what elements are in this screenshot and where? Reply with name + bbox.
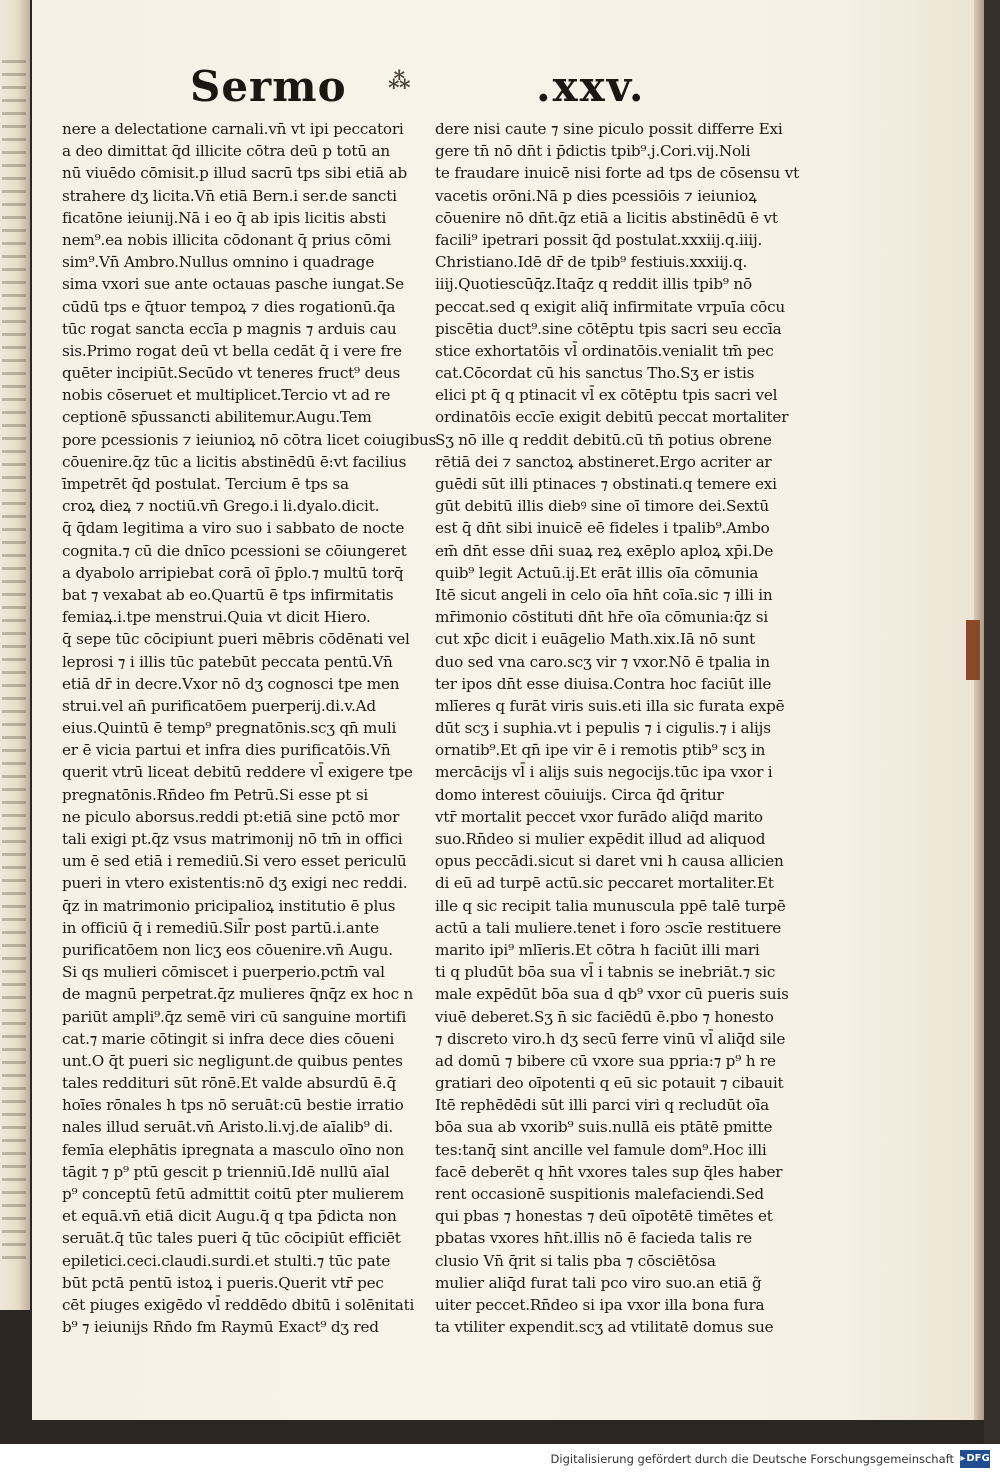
page-fore-edge — [974, 0, 984, 1420]
text-line: ⁊ discreto viro.h dʒ secū ferre vinū vl̄ aliq̄d sile — [435, 1029, 786, 1048]
text-line: tūc rogat sancta eccīa p magnis ⁊ arduis cau — [62, 319, 397, 338]
text-line: tali exigi pt.q̄z vsus matrimonij nō tm̄ in offici — [62, 830, 403, 848]
text-line: est q̄ dn̄t sibi inuicē eē fideles i tpalib⁹.Ambo — [435, 519, 770, 538]
text-line: pbatas vxores hn̄t.illis nō ē facieda talis re — [435, 1229, 752, 1248]
right-text-column — [435, 118, 800, 1338]
text-line: guēdi sūt illi ptinaces ⁊ obstinati.q temere exi — [435, 475, 777, 493]
text-line: ter ipos dn̄t esse diuisa.Contra hoc faciūt ille — [435, 674, 772, 693]
text-line: facē deberēt q hn̄t vxores tales sup q̄les haber — [435, 1162, 783, 1181]
text-line: pueri in vtero existentis:nō dʒ exigi nec reddi. — [62, 874, 408, 893]
text-line: nere a delectatione carnali.vn̄ vt ipi peccatori — [62, 120, 404, 138]
text-line: marito ipi⁹ mlīeris.Et cōtra h faciūt illi mari — [435, 940, 760, 959]
text-line: unt.O q̄t pueri sic negligunt.de quibus pentes — [62, 1051, 403, 1070]
text-line: īmpetrēt q̄d postulat. Tercium ē tps sa — [62, 475, 349, 493]
text-line: in officiū q̄ i remediū.Sil̄r post partū.i.ante — [62, 918, 379, 937]
text-line: seruāt.q̄ tūc tales pueri q̄ tūc cōcipiūt efficiēt — [62, 1229, 401, 1248]
running-header-title: Sermo — [190, 62, 347, 111]
text-line: ad domū ⁊ bibere cū vxore sua ppria:⁊ p⁹ h re — [435, 1051, 776, 1070]
text-line: facili⁹ ipetrari possit q̄d postulat.xxxiij.q.iiij. — [435, 230, 763, 249]
text-line: viuē deberet.Sʒ n̄ sic faciēdū ē.pbo ⁊ honesto — [435, 1007, 774, 1026]
text-line: piscētia duct⁹.sine cōtēptu tpis sacri seu eccīa — [435, 319, 782, 338]
text-line: q̄z in matrimonio pricipalioꝝ institutio ē plus — [62, 896, 396, 915]
text-line: de magnū perpetrat.q̄z mulieres q̄nq̄z ex hoc n — [62, 985, 414, 1004]
text-line: pregnatōnis.Rn̄deo fm Petrū.Si esse pt si — [62, 785, 369, 804]
text-line: iiij.Quotiescūq̄z.Itaq̄z q reddit illis tpib⁹ nō — [435, 275, 752, 294]
text-line: cut xp̄c dicit i euāgelio Math.xix.Iā nō sunt — [435, 630, 756, 649]
text-line: sis.Primo rogat deū vt bella cedāt q̄ i vere fre — [62, 341, 402, 360]
text-line: querit vtrū liceat debitū reddere vl̄ exigere tpe — [62, 763, 413, 782]
book-binding-edge — [984, 0, 1000, 1444]
text-line: cognita.⁊ cū die dnīco pcessioni se cōiungeret — [62, 541, 407, 560]
text-line: cōuenire.q̄z tūc a licitis abstinēdū ē:vt facilius — [62, 452, 407, 471]
text-line: q̄ q̄dam legitima a viro suo i sabbato de nocte — [62, 519, 405, 538]
text-line: et equā.vn̄ etiā dicit Augu.q̄ q tpa p̄dicta non — [62, 1207, 397, 1226]
text-line: ta vtiliter expendit.scʒ ad vtilitatē domus sue — [435, 1318, 774, 1337]
previous-page-edge — [0, 0, 30, 1310]
text-line: rētiā dei ⁊ sanctoꝝ abstineret.Ergo acriter ar — [435, 452, 772, 471]
text-line: ficatōne ieiunij.Nā i eo q̄ ab ipis licitis absti — [62, 208, 387, 227]
text-line: mercācijs vl̄ i alijs suis negocijs.tūc ipa vxor i — [435, 763, 773, 782]
text-line: mlīeres q furāt viris suis.eti illa sic furata expē — [435, 696, 785, 715]
text-line: gratiari deo oīpotenti q eū sic potauit ⁊ cibauit — [435, 1074, 784, 1093]
text-line: purificatōem non licʒ eos cōuenire.vn̄ Augu. — [62, 940, 393, 959]
text-line: qui pbas ⁊ honestas ⁊ deū oīpotētē timētes et — [435, 1207, 773, 1226]
text-line: ille q sic recipit talia munuscula ppē talē turpē — [435, 896, 786, 915]
text-line: male expēdūt bōa sua d qb⁹ vxor cū pueris suis — [435, 985, 789, 1004]
text-line: q̄ sepe tūc cōcipiunt pueri mēbris cōdēnati vel — [62, 630, 410, 649]
ornament-icon: ⁂ — [388, 68, 411, 94]
text-line: strahere dʒ licita.Vn̄ etiā Bern.i ser.de sancti — [62, 186, 397, 205]
text-line: te fraudare inuicē nisi forte ad tps de cōsensu vt — [435, 164, 800, 183]
text-line: opus peccādi.sicut si daret vni h causa allicien — [435, 852, 784, 871]
text-line: pariūt ampli⁹.q̄z semē viri cū sanguine mortifi — [62, 1007, 407, 1026]
dfg-logo: ▸ DFG — [960, 1450, 990, 1468]
text-line: actū a tali muliere.tenet i foro ɔscīe restituere — [435, 918, 782, 937]
footer-credit: Digitalisierung gefördert durch die Deutsche Forschungsgemeinschaft — [550, 1452, 954, 1466]
text-line: p⁹ conceptū fetū admittit coitū pter mulierem — [62, 1185, 405, 1203]
text-line: quib⁹ legit Actuū.ij.Et erāt illis oīa cōmunia — [435, 563, 759, 582]
running-header-number: .xxv. — [536, 62, 646, 111]
text-line: būt pctā pentū istoꝝ i pueris.Querit vtr̄ pec — [62, 1273, 384, 1292]
text-line: hoīes rōnales h tps nō seruāt:cū bestie irratio — [62, 1096, 404, 1115]
text-line: femiaꝝ.i.tpe menstrui.Quia vt dicit Hiero. — [62, 608, 371, 627]
text-line: tāgit ⁊ p⁹ ptū gescit p trienniū.Idē nullū aīal — [62, 1162, 390, 1181]
text-line: clusio Vn̄ q̄rit si talis pba ⁊ cōsciētōsa — [435, 1251, 716, 1270]
text-line: Itē rephēdēdi sūt illi parci viri q recludūt oīa — [435, 1096, 769, 1115]
text-line: ceptionē sp̄ussancti abilitemur.Augu.Tem — [62, 408, 372, 427]
text-line: a dyabolo arripiebat corā oī p̄plo.⁊ multū torq̄ — [62, 563, 404, 582]
page-tab-marker — [966, 620, 980, 680]
text-line: sim⁹.Vn̄ Ambro.Nullus omnino i quadrage — [62, 253, 375, 272]
text-line: nū viuēdo cōmisit.p illud sacrū tps sibi etiā ab — [62, 164, 407, 183]
text-line: Sʒ nō ille q reddit debitū.cū tn̄ potius obrene — [435, 430, 772, 449]
text-line: rent occasionē suspitionis malefaciendi.Sed — [435, 1185, 764, 1203]
text-line: femīa elephātis ipregnata a masculo oīno non — [62, 1140, 405, 1159]
text-line: Itē sicut angeli in celo oīa hn̄t coīa.sic ⁊ illi in — [435, 585, 773, 604]
text-line: a deo dimittat q̄d illicite cōtra deū p totū an — [62, 142, 390, 161]
text-line: duo sed vna caro.scʒ vir ⁊ vxor.Nō ē tpalia in — [435, 652, 770, 671]
text-line: vtr̄ mortalit peccet vxor furādo aliq̄d marito — [435, 807, 763, 826]
text-line: uiter peccet.Rn̄deo si ipa vxor illa bona fura — [435, 1295, 765, 1314]
text-line: bōa sua ab vxorib⁹ suis.nullā eis ptātē pmitte — [435, 1118, 773, 1137]
text-line: cat.⁊ marie cōtingit si infra dece dies cōueni — [62, 1029, 395, 1048]
previous-page-text-bleed — [2, 60, 26, 1260]
text-line: cat.Cōcordat cū his sanctus Tho.Sʒ er istis — [435, 364, 755, 383]
text-line: sima vxori sue ante octauas pasche iungat.Se — [62, 275, 404, 294]
text-line: peccat.sed q exigit aliq̄ infirmitate vrpuīa cōcu — [435, 297, 785, 316]
text-line: dūt scʒ i suphia.vt i pepulis ⁊ i cigulis.⁊ i alijs — [435, 719, 771, 738]
text-line: di eū ad turpē actū.sic peccaret mortaliter.Et — [435, 874, 774, 893]
text-line: Christiano.Idē dr̄ de tpib⁹ festiuis.xxxiij.q. — [435, 253, 748, 272]
text-line: ti q pludūt bōa sua vl̄ i tabnis se inebriāt.⁊ sic — [435, 963, 776, 982]
text-line: eius.Quintū ē temp⁹ pregnatōnis.scʒ qn̄ muli — [62, 719, 397, 738]
text-line: nem⁹.ea nobis illicita cōdonant q̄ prius cōmi — [62, 230, 391, 249]
text-line: etiā dr̄ in decre.Vxor nō dʒ cognosci tpe men — [62, 674, 400, 693]
text-line: quēter incipiūt.Secūdo vt teneres fruct⁹ deus — [62, 364, 401, 383]
text-line: dere nisi caute ⁊ sine piculo possit differre Exi — [435, 120, 783, 138]
text-line: gere tn̄ nō dn̄t i p̄dictis tpib⁹.j.Cori.vij.Noli — [435, 142, 751, 161]
text-line: vacetis orōni.Nā p dies pcessiōis ⁊ ieiunioꝝ — [435, 186, 757, 205]
text-line: cēt piuges exigēdo vl̄ reddēdo dbitū i solēnitati — [62, 1295, 415, 1314]
text-line: cōuenire nō dn̄t.q̄z etiā a licitis abstinēdū ē vt — [435, 208, 778, 227]
footer-bar — [0, 1444, 1000, 1478]
text-line: epiletici.ceci.claudi.surdi.et stulti.⁊ tūc pate — [62, 1251, 391, 1270]
text-line: pore pcessionis ⁊ ieiunioꝝ nō cōtra licet coiugibus — [62, 430, 437, 449]
text-line: croꝝ dieꝝ ⁊ noctiū.vn̄ Grego.i li.dyalo.dicit. — [62, 497, 380, 516]
text-line: stice exhortatōis vl̄ ordinatōis.venialit tm̄ pec — [435, 341, 774, 360]
text-line: cūdū tps e q̄tuor tempoꝝ ⁊ dies rogationū.q̄a — [62, 297, 396, 316]
text-line: Si qs mulieri cōmiscet i puerperio.pctm̄ val — [62, 963, 385, 982]
text-line: nales illud seruāt.vn̄ Aristo.li.vj.de aīalib⁹ di. — [62, 1118, 394, 1137]
text-line: er ē vicia partui et infra dies purificatōis.Vn̄ — [62, 741, 391, 760]
text-line: tales reddituri sūt rōnē.Et valde absurdū ē.q̄ — [62, 1074, 397, 1093]
text-line: ornatib⁹.Et qn̄ ipe vir ē i remotis ptib⁹ scʒ in — [435, 741, 766, 760]
text-line: mulier aliq̄d furat tali pco viro suo.an etiā g̃ — [435, 1273, 762, 1292]
text-line: ordinatōis eccīe exigit debitū peccat mortaliter — [435, 408, 789, 427]
text-line: leprosi ⁊ i illis tūc patebūt peccata pentū.Vn̄ — [62, 652, 393, 671]
text-line: nobis cōseruet et multiplicet.Tercio vt ad re — [62, 386, 391, 405]
text-line: gūt debitū illis diebꝰ sine oī timore dei.Sextū — [435, 497, 769, 516]
text-line: um ē sed etiā i remediū.Si vero esset periculū — [62, 852, 407, 871]
text-line: suo.Rn̄deo si mulier expēdit illud ad aliquod — [435, 830, 766, 848]
running-header — [0, 62, 1000, 122]
text-line: em̄ dn̄t esse dn̄i suaꝝ reꝝ exēplo aploꝝ xp̄i.De — [435, 541, 774, 560]
text-line: b⁹ ⁊ ieiunijs Rn̄do fm Raymū Exact⁹ dʒ red — [62, 1318, 379, 1337]
text-line: strui.vel an̄ purificatōem puerperij.di.v.Ad — [62, 696, 376, 715]
text-line: ne piculo aborsus.reddi pt:etiā sine pctō mor — [62, 807, 400, 826]
left-text-column — [62, 118, 437, 1338]
text-line: elici pt q̄ q ptinacit vl̄ ex cōtēptu tpis sacri vel — [435, 386, 778, 405]
text-line: mr̄imonio cōstituti dn̄t hr̄e oīa cōmunia:q̄z si — [435, 608, 768, 627]
text-line: bat ⁊ vexabat ab eo.Quartū ē tps infirmitatis — [62, 585, 394, 604]
text-line: tes:tanq̄ sint ancille vel famule dom⁹.Hoc illi — [435, 1140, 767, 1159]
text-line: domo interest cōuiuijs. Circa q̄d q̄ritur — [435, 785, 724, 804]
